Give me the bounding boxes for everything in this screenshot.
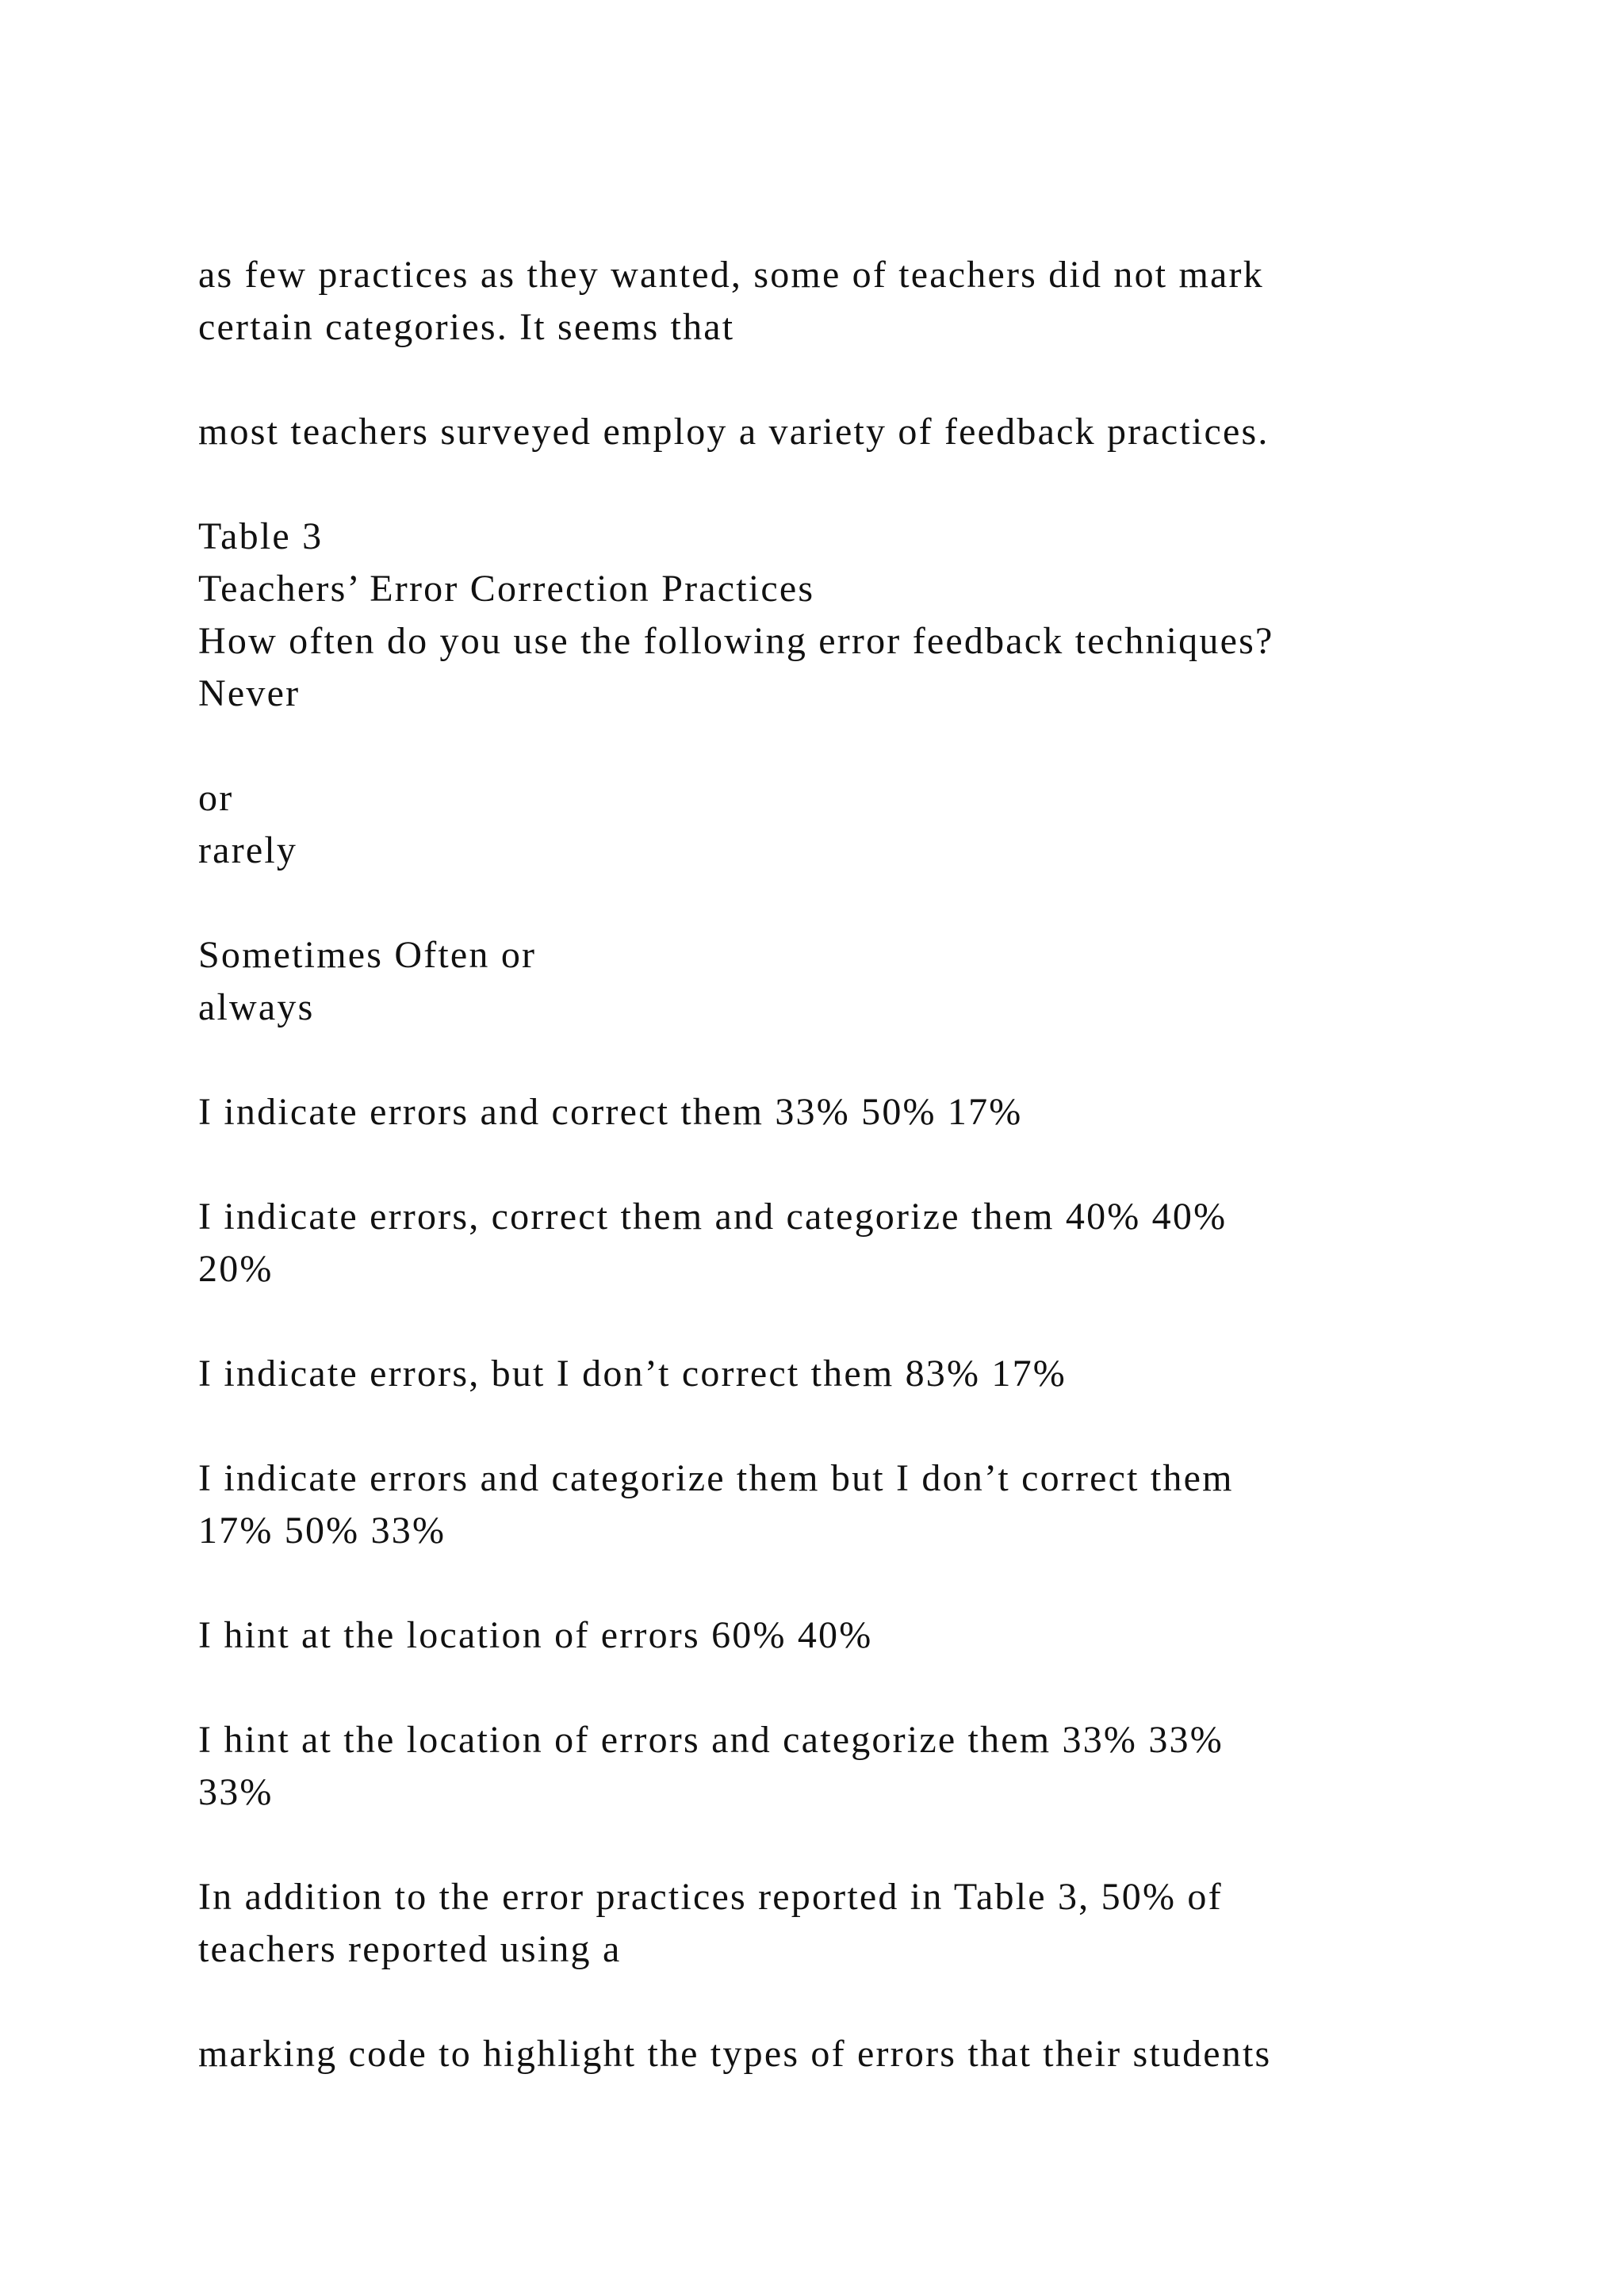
table-row-text: I indicate errors and correct them 33% 50% 17% (198, 1091, 1023, 1133)
table-question: How often do you use the following error feedback techniques? (198, 620, 1274, 662)
table-row-text: I hint at the location of errors and categorize them 33% 33% (198, 1719, 1224, 1761)
table-row-text: I indicate errors, but I don’t correct them 83% 17% (198, 1353, 1067, 1395)
body-text-line: In addition to the error practices reported in Table 3, 50% of (198, 1876, 1223, 1918)
table-row-text: 33% (198, 1771, 274, 1813)
column-header-sometimes-often: Sometimes Often or (198, 934, 537, 976)
table-row-text: I indicate errors, correct them and categorize them 40% 40% (198, 1196, 1228, 1238)
body-text-line: certain categories. It seems that (198, 306, 735, 348)
table-row-text: I hint at the location of errors 60% 40% (198, 1614, 873, 1656)
column-header-never: Never (198, 672, 301, 714)
table-label: Table 3 (198, 515, 324, 557)
table-row-text: 20% (198, 1248, 274, 1290)
column-header-rarely: rarely (198, 829, 298, 871)
body-text-line: teachers reported using a (198, 1928, 622, 1970)
body-text-line: most teachers surveyed employ a variety of feedback practices. (198, 411, 1270, 453)
column-header-or: or (198, 777, 234, 819)
column-header-always: always (198, 986, 315, 1028)
body-text-line: marking code to highlight the types of errors that their students (198, 2033, 1272, 2075)
table-title: Teachers’ Error Correction Practices (198, 568, 815, 610)
table-row-text: 17% 50% 33% (198, 1510, 446, 1552)
body-text-line: as few practices as they wanted, some of teachers did not mark (198, 254, 1264, 296)
table-row-text: I indicate errors and categorize them but I don’t correct them (198, 1457, 1234, 1499)
